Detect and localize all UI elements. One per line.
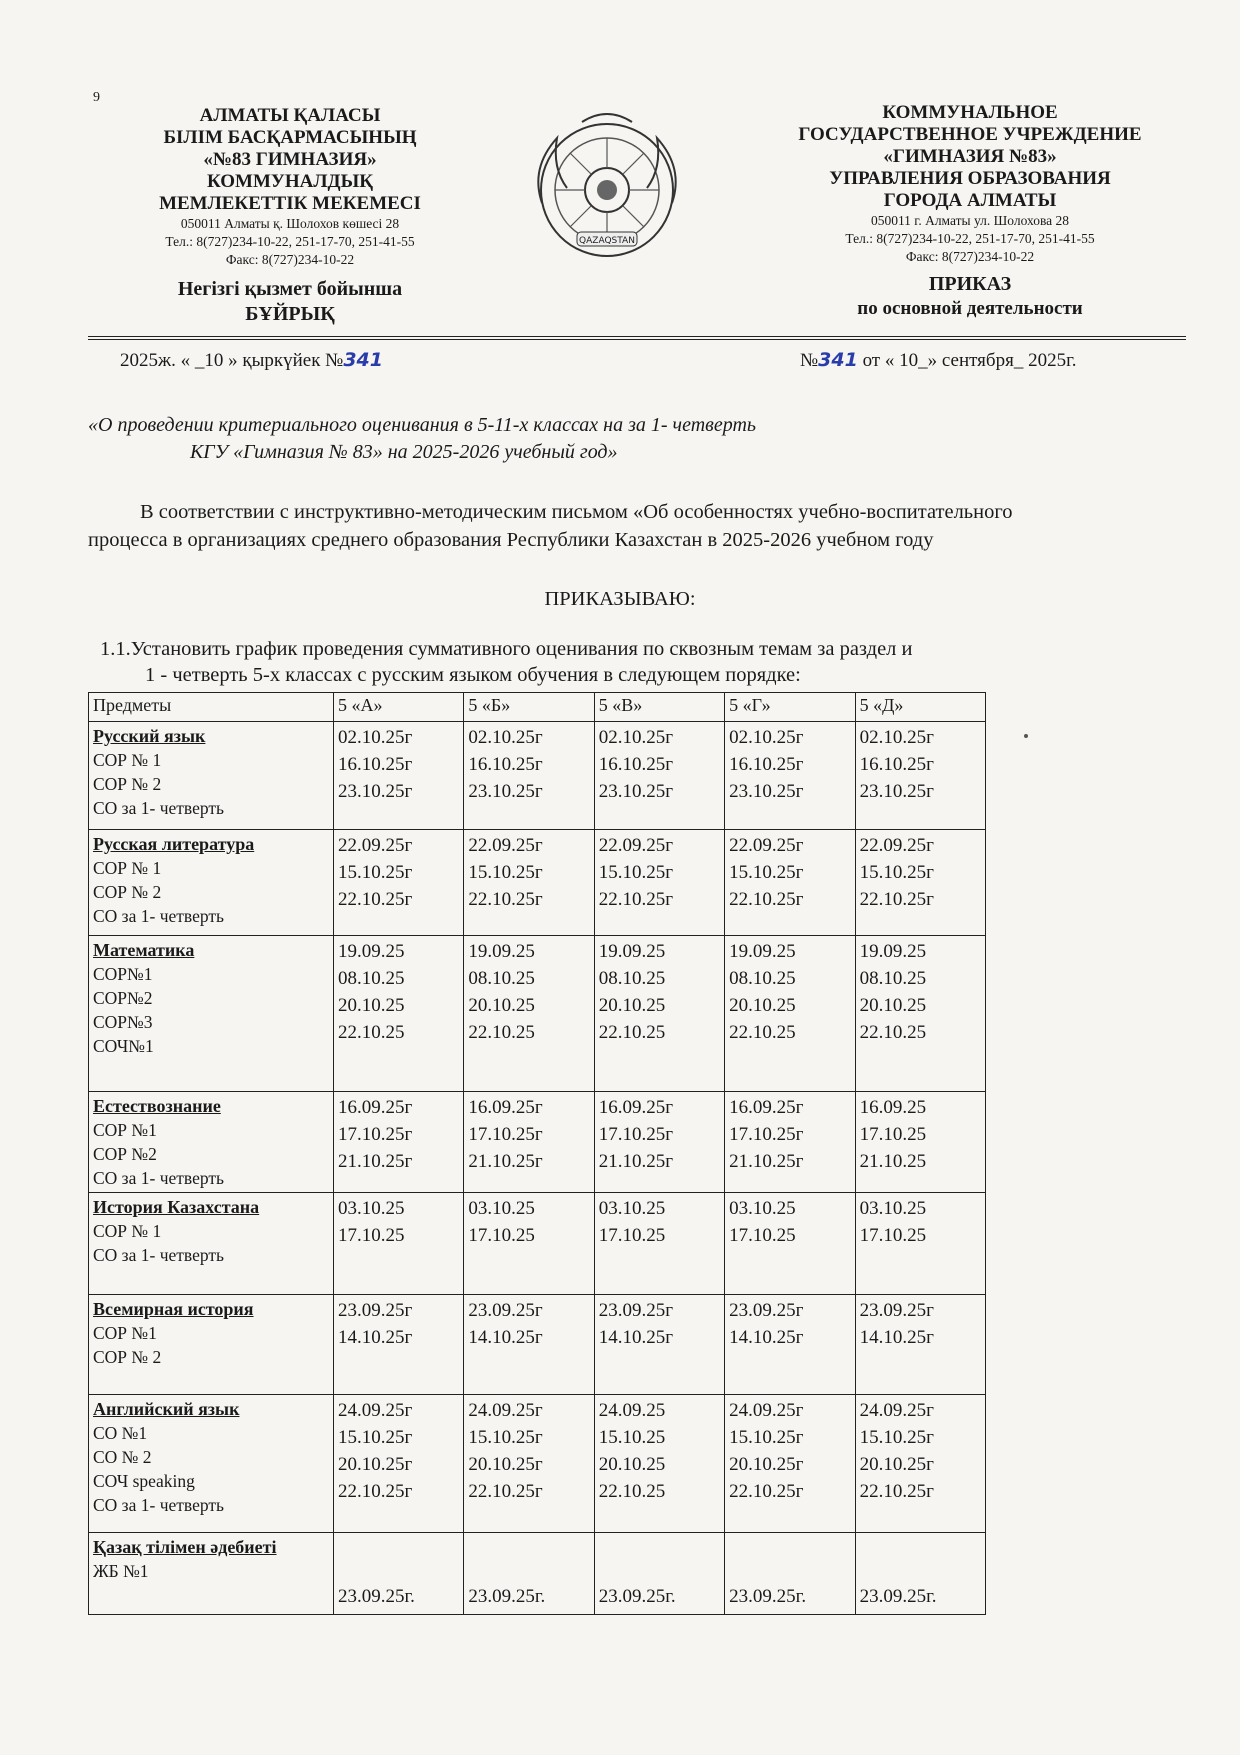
- assessment-items: СОР №1 СОР №2 СО за 1- четверть: [93, 1120, 224, 1188]
- column-header: 5 «А»: [334, 693, 464, 722]
- header-divider: [88, 336, 1186, 340]
- date-cell: 23.09.25г 14.10.25г: [334, 1295, 464, 1395]
- table-row: [89, 1533, 986, 1615]
- header-left-line: БІЛІМ БАСҚАРМАСЫНЫҢ: [163, 127, 417, 148]
- date-cell: 16.09.25г 17.10.25г 21.10.25г: [464, 1092, 594, 1193]
- page-number: 9: [93, 90, 100, 105]
- preamble-paragraph: [88, 498, 1188, 554]
- subject-name: Математика: [93, 940, 195, 960]
- date-cell: 16.09.25г 17.10.25г 21.10.25г: [334, 1092, 464, 1193]
- assessment-schedule-table: [88, 692, 986, 1615]
- date-cell: 02.10.25г 16.10.25г 23.10.25г: [725, 722, 855, 830]
- item-line-1: 1.1.Установить график проведения суммативного оценивания по сквозным темам за раздел и: [100, 638, 913, 660]
- header-right-address: 050011 г. Алматы ул. Шолохова 28: [870, 213, 1070, 228]
- subject-cell: [89, 722, 334, 830]
- date-suffix: от « 10_» сентября_ 2025г.: [857, 350, 1077, 371]
- order-item-1-1: [100, 636, 1200, 688]
- subject-name: Қазақ тілімен әдебиеті: [93, 1537, 277, 1557]
- date-cell: 16.09.25г 17.10.25г 21.10.25г: [594, 1092, 724, 1193]
- date-cell: 22.09.25г 15.10.25г 22.10.25г: [725, 830, 855, 936]
- date-cell: 02.10.25г 16.10.25г 23.10.25г: [464, 722, 594, 830]
- date-cell: 23.09.25г.: [464, 1533, 594, 1615]
- date-cell: 24.09.25г 15.10.25г 20.10.25г 22.10.25г: [464, 1395, 594, 1533]
- table-row: [89, 936, 986, 1092]
- table-row: [89, 1193, 986, 1295]
- assessment-items: СОР № 1 СО за 1- четверть: [93, 1221, 224, 1265]
- assessment-items: ЖБ №1: [93, 1561, 149, 1581]
- date-cell: 23.09.25г.: [334, 1533, 464, 1615]
- subject-cell: [89, 936, 334, 1092]
- header-right-russian: [770, 102, 1170, 321]
- header-right-order-word: ПРИКАЗ: [928, 273, 1012, 295]
- header-left-line: «№83 ГИМНАЗИЯ»: [203, 149, 377, 170]
- subject-cell: [89, 1295, 334, 1395]
- header-right-order-type: по основной деятельности: [857, 298, 1083, 319]
- header-right-line: УПРАВЛЕНИЯ ОБРАЗОВАНИЯ: [829, 168, 1111, 189]
- order-directive: ПРИКАЗЫВАЮ:: [544, 588, 696, 610]
- header-left-address: 050011 Алматы қ. Шолохов көшесі 28: [180, 216, 400, 231]
- header-right-line: ГОРОДА АЛМАТЫ: [883, 190, 1057, 211]
- date-cell: 23.09.25г.: [594, 1533, 724, 1615]
- date-cell: 03.10.25 17.10.25: [855, 1193, 985, 1295]
- date-cell: 23.09.25г.: [725, 1533, 855, 1615]
- column-header: 5 «Д»: [855, 693, 985, 722]
- subject-cell: [89, 1533, 334, 1615]
- order-title: [88, 412, 756, 466]
- date-cell: 19.09.25 08.10.25 20.10.25 22.10.25: [725, 936, 855, 1092]
- date-cell: 22.09.25г 15.10.25г 22.10.25г: [594, 830, 724, 936]
- date-cell: 23.09.25г 14.10.25г: [594, 1295, 724, 1395]
- table-row: [89, 1395, 986, 1533]
- date-cell: 02.10.25г 16.10.25г 23.10.25г: [594, 722, 724, 830]
- date-cell: 22.09.25г 15.10.25г 22.10.25г: [334, 830, 464, 936]
- date-cell: 19.09.25 08.10.25 20.10.25 22.10.25: [855, 936, 985, 1092]
- subject-cell: [89, 1193, 334, 1295]
- date-prefix: 2025ж. « _10 » қыркүйек №: [120, 350, 344, 371]
- date-cell: 23.09.25г 14.10.25г: [464, 1295, 594, 1395]
- header-right-line: «ГИМНАЗИЯ №83»: [883, 146, 1057, 167]
- date-cell: 23.09.25г 14.10.25г: [855, 1295, 985, 1395]
- header-left-phone: Тел.: 8(727)234-10-22, 251-17-70, 251-41-55: [165, 234, 415, 249]
- date-cell: 03.10.25 17.10.25: [594, 1193, 724, 1295]
- subject-cell: [89, 830, 334, 936]
- header-right-phone: Тел.: 8(727)234-10-22, 251-17-70, 251-41-55: [845, 231, 1095, 246]
- assessment-items: СО №1 СО № 2 СОЧ speaking СО за 1- четверть: [93, 1423, 224, 1515]
- column-header: 5 «Г»: [725, 693, 855, 722]
- date-cell: 16.09.25 17.10.25 21.10.25: [855, 1092, 985, 1193]
- preamble-line-1: В соответствии с инструктивно-методическим письмом «Об особенностях учебно-воспитательного: [140, 501, 1013, 523]
- header-left-order-word: БҰЙРЫҚ: [245, 303, 335, 325]
- date-cell: 19.09.25 08.10.25 20.10.25 22.10.25: [594, 936, 724, 1092]
- header-right-line: ГОСУДАРСТВЕННОЕ УЧРЕЖДЕНИЕ: [798, 124, 1142, 145]
- date-cell: 22.09.25г 15.10.25г 22.10.25г: [855, 830, 985, 936]
- date-cell: 02.10.25г 16.10.25г 23.10.25г: [334, 722, 464, 830]
- date-cell: 03.10.25 17.10.25: [464, 1193, 594, 1295]
- column-header: Предметы: [89, 693, 334, 722]
- date-cell: 19.09.25 08.10.25 20.10.25 22.10.25: [464, 936, 594, 1092]
- date-cell: 02.10.25г 16.10.25г 23.10.25г: [855, 722, 985, 830]
- date-cell: 03.10.25 17.10.25: [725, 1193, 855, 1295]
- subject-name: Русский язык: [93, 726, 206, 746]
- date-cell: 24.09.25г 15.10.25г 20.10.25г 22.10.25г: [725, 1395, 855, 1533]
- column-header: 5 «Б»: [464, 693, 594, 722]
- date-prefix: №: [800, 350, 819, 371]
- subject-name: Всемирная история: [93, 1299, 254, 1319]
- order-number-handwritten: 341: [343, 349, 383, 371]
- item-line-2: 1 - четверть 5-х классах с русским языком обучения в следующем порядке:: [145, 664, 801, 686]
- date-cell: 19.09.25 08.10.25 20.10.25 22.10.25: [334, 936, 464, 1092]
- subject-name: Английский язык: [93, 1399, 240, 1419]
- date-cell: 22.09.25г 15.10.25г 22.10.25г: [464, 830, 594, 936]
- header-left-kazakh: [130, 105, 450, 326]
- subject-cell: [89, 1395, 334, 1533]
- state-emblem-icon: [522, 108, 692, 273]
- header-left-line: МЕМЛЕКЕТТІК МЕКЕМЕСІ: [159, 193, 421, 214]
- subject-name: Естествознание: [93, 1096, 221, 1116]
- emblem-text: QAZAQSTAN: [579, 236, 635, 246]
- table-row: [89, 722, 986, 830]
- date-cell: 23.09.25г 14.10.25г: [725, 1295, 855, 1395]
- title-line-1: «О проведении критериального оценивания в 5-11-х классах на за 1- четверть: [88, 414, 756, 436]
- header-left-order-type: Негізгі қызмет бойынша: [177, 278, 403, 300]
- order-date-kazakh: [120, 349, 383, 372]
- date-cell: 24.09.25г 15.10.25г 20.10.25г 22.10.25г: [855, 1395, 985, 1533]
- header-left-line: КОММУНАЛДЫҚ: [206, 171, 374, 192]
- assessment-items: СОР № 1 СОР № 2 СО за 1- четверть: [93, 750, 224, 818]
- header-right-fax: Факс: 8(727)234-10-22: [905, 249, 1035, 264]
- header-left-line: АЛМАТЫ ҚАЛАСЫ: [199, 105, 381, 126]
- title-line-2: КГУ «Гимназия № 83» на 2025-2026 учебный год»: [190, 441, 618, 463]
- date-cell: 24.09.25г 15.10.25г 20.10.25г 22.10.25г: [334, 1395, 464, 1533]
- preamble-line-2: процесса в организациях среднего образования Республики Казахстан в 2025-2026 учебном году: [88, 529, 934, 551]
- order-date-russian: [800, 349, 1076, 372]
- column-header: 5 «В»: [594, 693, 724, 722]
- table-row: [89, 1295, 986, 1395]
- scan-speck: [1024, 734, 1028, 738]
- date-cell: 16.09.25г 17.10.25г 21.10.25г: [725, 1092, 855, 1193]
- subject-name: История Казахстана: [93, 1197, 260, 1217]
- subject-cell: [89, 1092, 334, 1193]
- assessment-items: СОР №1 СОР № 2: [93, 1323, 162, 1367]
- order-number-handwritten: 341: [818, 349, 858, 371]
- table-row: [89, 830, 986, 936]
- header-left-fax: Факс: 8(727)234-10-22: [225, 252, 355, 267]
- table-header-row: [89, 693, 986, 722]
- subject-name: Русская литература: [93, 834, 255, 854]
- date-cell: 24.09.25 15.10.25 20.10.25 22.10.25: [594, 1395, 724, 1533]
- date-cell: 23.09.25г.: [855, 1533, 985, 1615]
- date-cell: 03.10.25 17.10.25: [334, 1193, 464, 1295]
- assessment-items: СОР№1 СОР№2 СОР№3 СОЧ№1: [93, 964, 154, 1056]
- table-row: [89, 1092, 986, 1193]
- assessment-items: СОР № 1 СОР № 2 СО за 1- четверть: [93, 858, 224, 926]
- header-right-line: КОММУНАЛЬНОЕ: [882, 102, 1058, 123]
